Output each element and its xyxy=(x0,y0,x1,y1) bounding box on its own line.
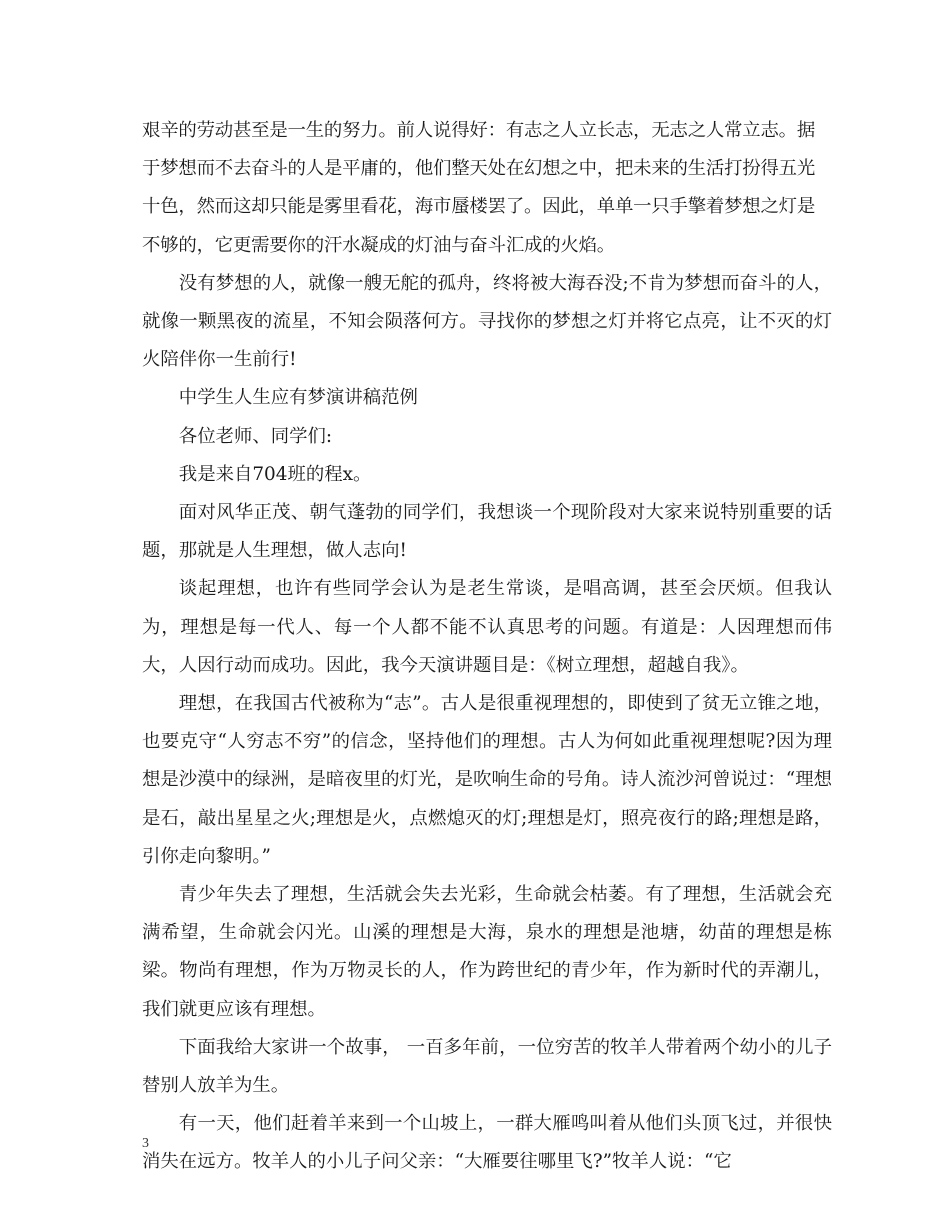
page-number: 3 xyxy=(142,1136,149,1151)
speaker-intro: 我是来自704班的程x。 xyxy=(178,463,372,485)
paragraph-6: 面对风华正茂、朝气蓬勃的同学们，我想谈一个现阶段对大家来说特别重要的话题，那就是人生理想，做人志向! xyxy=(142,502,832,562)
speech-greeting: 各位老师、同学们: xyxy=(178,425,333,447)
paragraph-1: 艰辛的劳动甚至是一生的努力。前人说得好：有志之人立长志，无志之人常立志。据于梦想而不去奋斗的人是平庸的，他们整天处在幻想之中，把未来的生活打扮得五光十色，然而这却只能是雾里看花，海市蜃楼罢了。因此，单单一只手擎着梦想之灯是不够的，它更需要你的汗水凝成的灯油与奋斗汇成的火焰。 xyxy=(142,120,816,256)
paragraph-9: 青少年失去了理想，生活就会失去光彩，生命就会枯萎。有了理想，生活就会充满希望，生命就会闪光。山溪的理想是大海，泉水的理想是池塘，幼苗的理想是栋梁。物尚有理想，作为万物灵长的人，作为跨世纪的青少年，作为新时代的弄潮儿，我们就更应该有理想。 xyxy=(142,884,832,1020)
paragraph-8: 理想，在我国古代被称为“志”。古人是很重视理想的，即使到了贫无立锥之地，也要克守“人穷志不穷”的信念，坚持他们的理想。古人为何如此重视理想呢?因为理想是沙漠中的绿洲，是暗夜里的灯光，是吹响生命的号角。诗人流沙河曾说过：“理想是石，敲出星星之火;理想是火，点燃熄灭的灯;理想是灯，照亮夜行的路;理想是路，引你走向黎明。” xyxy=(142,693,832,867)
paragraph-10: 下面我给大家讲一个故事， 一百多年前，一位穷苦的牧羊人带着两个幼小的儿子替别人放羊为生。 xyxy=(142,1036,832,1097)
paragraph-7: 谈起理想，也许有些同学会认为是老生常谈，是唱高调，甚至会厌烦。但我认为，理想是每一代人、每一个人都不能不认真思考的问题。有道是：人因理想而伟大，人因行动而成功。因此，我今天演讲题目是：《树立理想，超越自我》。 xyxy=(142,578,832,676)
paragraph-11: 有一天，他们赶着羊来到一个山坡上，一群大雁鸣叫着从他们头顶飞过，并很快消失在远方。牧羊人的小儿子问父亲：“大雁要往哪里飞?”牧羊人说：“它 xyxy=(142,1113,832,1173)
speech-title: 中学生人生应有梦演讲稿范例 xyxy=(178,387,418,409)
paragraph-2: 没有梦想的人，就像一艘无舵的孤舟，终将被大海吞没;不肯为梦想而奋斗的人，就像一颗黑夜的流星，不知会陨落何方。寻找你的梦想之灯并将它点亮，让不灭的灯火陪伴你一生前行! xyxy=(142,272,832,371)
document-body xyxy=(142,112,832,1182)
